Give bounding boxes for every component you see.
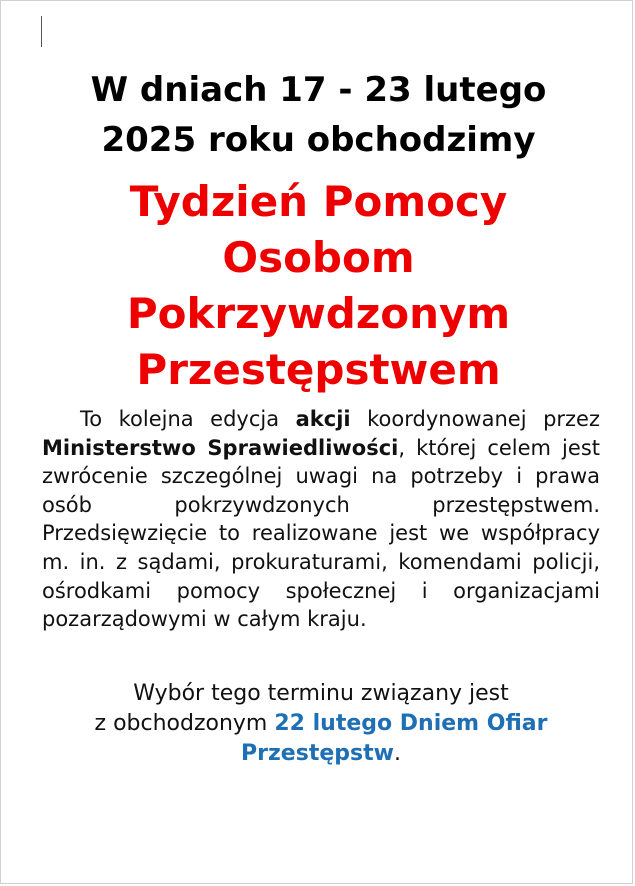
body-text-part-2: koordynowanej przez: [350, 407, 600, 431]
closing-paragraph: [31, 679, 611, 769]
body-bold-ministry: Ministerstwo Sprawiedliwości: [42, 435, 399, 460]
closing-line-1: Wybór tego terminu związany jest: [133, 681, 509, 706]
victims-day-highlight: 22 lutego Dniem Ofiar Przestępstw: [241, 711, 548, 766]
closing-text-part-2: z obchodzonym: [94, 711, 275, 736]
event-title-line-1: Tydzień Pomocy: [129, 177, 508, 226]
event-title-line-2: Osobom: [222, 233, 415, 282]
event-title-line-4: Przestępstwem: [136, 345, 501, 394]
date-heading-line-2: 2025 roku obchodzimy: [101, 120, 536, 160]
body-text-part-3: , której celem jest zwrócenie szczególnej uwagi na potrzeby i prawa osób pokrzywdzonych przestępstwem. Przedsięwzięcie to realizowane jest we współpracy m. in. z sądami, prokuraturami, komendami policji, ośrodkami pomocy społecznej i organizacjami pozarządowymi w całym kraju.: [42, 435, 600, 632]
event-title: [21, 174, 616, 398]
body-bold-akcji: akcji: [295, 407, 351, 431]
body-paragraph: [42, 405, 600, 634]
text-cursor: [41, 16, 42, 47]
date-heading: [21, 65, 616, 165]
body-text-part-1: To kolejna edycja: [80, 407, 296, 431]
event-title-line-3: Pokrzywdzonym: [126, 289, 511, 338]
closing-period: .: [393, 741, 401, 766]
date-heading-line-1: W dniach 17 - 23 lutego: [90, 70, 547, 110]
